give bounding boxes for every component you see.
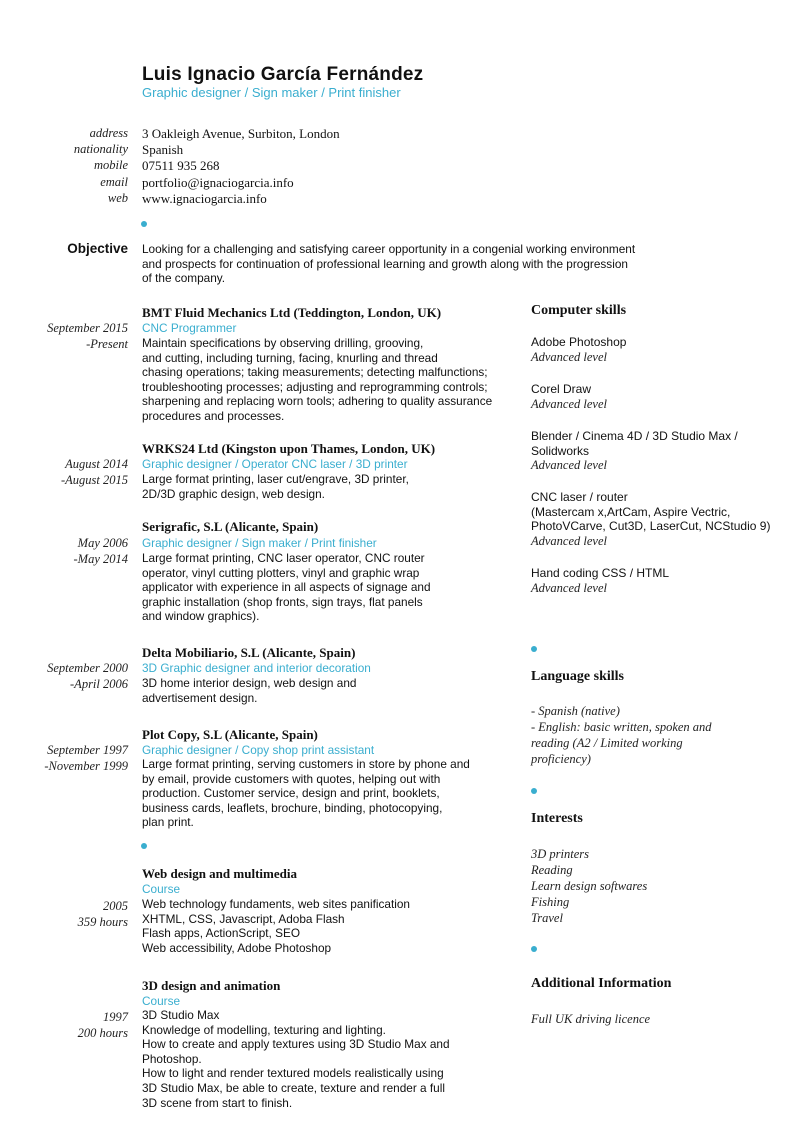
contact-value-web: www.ignaciogarcia.info (142, 191, 267, 206)
skill-level: Advanced level (531, 350, 607, 364)
interests-list: 3D printers Reading Learn design softwares Fishing Travel (531, 847, 648, 925)
course-dates: 1997 200 hours (77, 1010, 128, 1040)
job-role: Graphic designer / Sign maker / Print finisher (142, 536, 377, 550)
objective-heading: Objective (67, 241, 128, 256)
bullet-dot (531, 946, 537, 952)
job-role: CNC Programmer (142, 321, 237, 335)
objective-text: Looking for a challenging and satisfying career opportunity in a congenial working environment and prospects for continuation of professional learning and growth along with the progression of the company. (142, 242, 636, 286)
skill-level: Advanced level (531, 397, 607, 411)
language-skills-heading: Language skills (531, 669, 624, 684)
skill-name: Adobe Photoshop (531, 335, 627, 349)
course-dates: 2005 359 hours (77, 899, 128, 929)
bullet-dot (141, 221, 147, 227)
course-type: Course (142, 994, 181, 1008)
language-skills-list: - Spanish (native) - English: basic written, spoken and reading (A2 / Limited working proficiency) (531, 704, 712, 766)
contact-label-web: web (107, 191, 128, 205)
job-dates: September 1997 -November 1999 (44, 743, 128, 773)
contact-label-mobile: mobile (93, 158, 128, 172)
job-title: Delta Mobiliario, S.L (Alicante, Spain) (142, 645, 356, 660)
skill-name: Blender / Cinema 4D / 3D Studio Max / Solidworks (531, 429, 738, 458)
contact-value-nationality: Spanish (142, 142, 184, 157)
course-description: Web technology fundaments, web sites panification XHTML, CSS, Javascript, Adoba Flash Flash apps, ActionScript, SEO Web accessibility, Adobe Photoshop (142, 897, 410, 955)
bullet-dot (531, 646, 537, 652)
job-title: Serigrafic, S.L (Alicante, Spain) (142, 519, 319, 534)
job-dates: September 2015 -Present (47, 321, 128, 351)
job-title: BMT Fluid Mechanics Ltd (Teddington, London, UK) (142, 305, 442, 320)
bullet-dot (531, 788, 537, 794)
interests-heading: Interests (531, 811, 583, 826)
course-title: Web design and multimedia (142, 866, 297, 881)
contact-value-email: portfolio@ignaciogarcia.info (142, 175, 294, 190)
job-role: 3D Graphic designer and interior decoration (142, 661, 371, 675)
contact-label-address: address (89, 126, 128, 140)
skill-level: Advanced level (531, 581, 607, 595)
resume-subtitle: Graphic designer / Sign maker / Print finisher (142, 85, 401, 100)
skill-name: Hand coding CSS / HTML (531, 566, 670, 580)
resume-name: Luis Ignacio García Fernández (142, 64, 424, 85)
job-title: Plot Copy, S.L (Alicante, Spain) (142, 727, 318, 742)
job-role: Graphic designer / Copy shop print assistant (142, 743, 375, 757)
course-title: 3D design and animation (142, 978, 281, 993)
job-dates: May 2006 -May 2014 (73, 536, 128, 566)
job-description: Large format printing, CNC laser operator, CNC router operator, vinyl cutting plotters, vinyl and graphic wrap applicator with experience in all aspects of signage and graphic installation (shop fronts, sign trays, flat panels and window graphics). (142, 551, 431, 624)
job-dates: September 2000 -April 2006 (47, 661, 128, 691)
computer-skills-heading: Computer skills (531, 303, 627, 318)
contact-value-address: 3 Oakleigh Avenue, Surbiton, London (142, 126, 340, 141)
job-description: Maintain specifications by observing drilling, grooving, and cutting, including turning, facing, knurling and thread chasing operations; taking measurements; detecting malfunctions; troubleshooting processes; adjusting and reprogramming controls; sharpening and replacing worn tools; adhering to quality assurance procedures and processes. (142, 336, 493, 423)
contact-value-mobile: 07511 935 268 (142, 158, 220, 173)
job-description: 3D home interior design, web design and advertisement design. (142, 676, 357, 705)
job-title: WRKS24 Ltd (Kingston upon Thames, London, UK) (142, 441, 436, 456)
bullet-dot (141, 843, 147, 849)
additional-info-heading: Additional Information (531, 976, 672, 991)
skill-level: Advanced level (531, 458, 607, 472)
job-role: Graphic designer / Operator CNC laser / 3D printer (142, 457, 408, 471)
skill-name: CNC laser / router (Mastercam x,ArtCam, Aspire Vectric, PhotoVCarve, Cut3D, LaserCut, NCStudio 9) (531, 490, 771, 534)
contact-label-nationality: nationality (73, 142, 128, 156)
course-description: 3D Studio Max Knowledge of modelling, texturing and lighting. How to create and apply textures using 3D Studio Max and Photoshop. How to light and render textured models realistically using 3D Studio Max, be able to create, texture and render a full 3D scene from start to finish. (142, 1008, 450, 1110)
job-dates: August 2014 -August 2015 (60, 457, 128, 487)
contact-label-email: email (100, 175, 128, 189)
job-description: Large format printing, laser cut/engrave, 3D printer, 2D/3D graphic design, web design. (142, 472, 409, 501)
course-type: Course (142, 882, 181, 896)
skill-level: Advanced level (531, 534, 607, 548)
job-description: Large format printing, serving customers in store by phone and by email, provide customers with quotes, helping out with production. Customer service, design and print, booklets, business cards, leaflets, brochure, binding, photocopying, plan print. (142, 757, 470, 830)
skill-name: Corel Draw (531, 382, 592, 396)
additional-info-text: Full UK driving licence (531, 1012, 651, 1026)
